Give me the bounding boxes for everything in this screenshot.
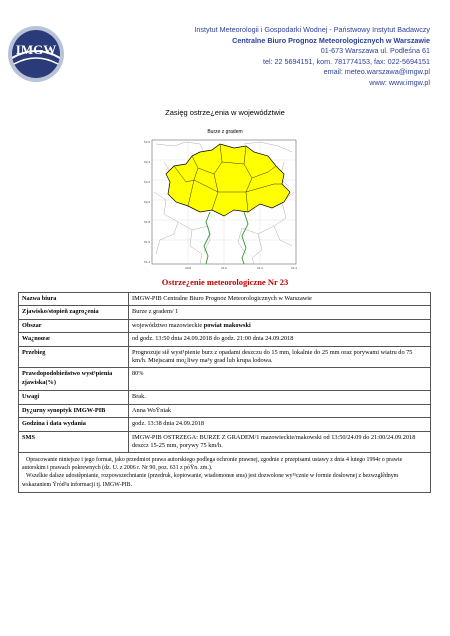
warning-table <box>18 292 431 453</box>
table-row <box>19 404 431 417</box>
x-tick: 21.4 <box>291 266 297 270</box>
row-value: Prognozuje siê wyst¹pienie burz z opadami deszczu do 15 mm, lokalnie do 25 mm oraz porywami wiatru do 75 km/h. Miejscami mo¿liwy ma³y grad lub krupa lodowa. <box>129 346 431 368</box>
phone: tel: 22 5694151, kom. 781774153, fax: 022-5694151 <box>262 56 430 66</box>
email: email: meteo.warszawa@imgw.pl <box>323 67 430 77</box>
row-value: Anna WoŸniak <box>129 404 431 417</box>
map-heading: Zasięg ostrze¿enia w województwie <box>165 108 285 117</box>
table-row <box>19 368 431 391</box>
row-key: Obszar <box>19 319 129 332</box>
y-tick: 51.4 <box>144 260 150 264</box>
row-value: Burze z gradem/ 1 <box>129 306 431 319</box>
center-name: Centralne Biuro Prognoz Meteorologicznych w Warszawie <box>232 35 430 45</box>
table-row <box>19 346 431 368</box>
website: www: www.imgw.pl <box>369 77 430 87</box>
document-header <box>0 0 450 110</box>
row-key: Nazwa biura <box>19 293 129 306</box>
y-tick: 52.4 <box>144 160 150 164</box>
row-key: Godzina i data wydania <box>19 418 129 431</box>
row-value: godz. 13:38 dnia 24.09.2018 <box>129 418 431 431</box>
y-tick: 52.0 <box>144 200 150 204</box>
imgw-logo <box>6 24 66 84</box>
row-key: Dy¿urny synoptyk IMGW-PIB <box>19 404 129 417</box>
institute-info <box>194 25 430 89</box>
table-row <box>19 418 431 431</box>
row-key: SMS <box>19 431 129 453</box>
row-key: Zjawisko/stopieñ zagro¿enia <box>19 306 129 319</box>
warning-map <box>134 122 316 272</box>
x-tick: 21.0 <box>221 266 227 270</box>
row-value: Brak. <box>129 391 431 404</box>
logo-text: IMGW <box>15 42 57 57</box>
row-key: Prawdopodobieñstwo wyst¹pienia zjawiska(%) <box>19 368 129 391</box>
table-row <box>19 306 431 319</box>
row-value-area <box>129 319 431 332</box>
row-value: IMGW-PIB Centralne Biuro Prognoz Meteorologicznych w Warszawie <box>129 293 431 306</box>
x-tick: 20.8 <box>185 266 191 270</box>
map-caption: Burze z gradem <box>207 129 243 135</box>
row-key: Przebieg <box>19 346 129 368</box>
row-key: Uwagi <box>19 391 129 404</box>
row-value: 80% <box>129 368 431 391</box>
area-county: powiat makowski <box>203 321 251 329</box>
institute-name: Instytut Meteorologii i Gospodarki Wodnej - Państwowy Instytut Badawczy <box>194 25 430 34</box>
row-key: Wa¿noœæ <box>19 333 129 346</box>
table-row <box>19 319 431 332</box>
y-tick: 52.6 <box>144 140 150 144</box>
table-row <box>19 431 431 453</box>
table-row <box>19 391 431 404</box>
row-value: IMGW-PIB OSTRZEGA: BURZE Z GRADEM/1 mazowieckie/makowski od 13:50/24.09 do 21:00/24.09.2018 deszcz 15-25 mm, porywy 75 km/h. <box>129 431 431 453</box>
y-tick: 51.6 <box>144 240 150 244</box>
row-value: od godz. 13:50 dnia 24.09.2018 do godz. 21:00 dnia 24.09.2018 <box>129 333 431 346</box>
table-row <box>19 293 431 306</box>
copyright-notice <box>18 453 431 493</box>
address: 01-673 Warszawa ul. Podleśna 61 <box>320 46 430 56</box>
distribution-paragraph: Wszelkie dalsze udostêpnianie, rozpowszechnianie (przedruk, kopiowanie, wiadomoœæ sms) jest dozwolone wy³¹cznie w formie dosłownej z bezwzglêdnym wskazaniem Ÿród³a informacji tj. IMGW-PIB. <box>22 473 399 488</box>
warning-title: Ostrze¿enie meteorologiczne Nr 23 <box>161 277 289 287</box>
table-row <box>19 333 431 346</box>
area-voivodeship: województwo mazowieckie <box>132 321 203 329</box>
x-tick: 21.2 <box>257 266 263 270</box>
y-tick: 52.2 <box>144 180 150 184</box>
copyright-paragraph: Opracowanie niniejsze i jego format, jako przedmiot prawa autorskiego podlega ochronie prawnej, zgodnie z przepisami ustawy z dnia 4 lutego 1994r o prawie autorskim i prawach pokrewnych (dz. U. z 2006 r. Nr 90, poz. 631 z póŸn. zm.). <box>22 457 403 472</box>
y-tick: 51.8 <box>144 220 150 224</box>
